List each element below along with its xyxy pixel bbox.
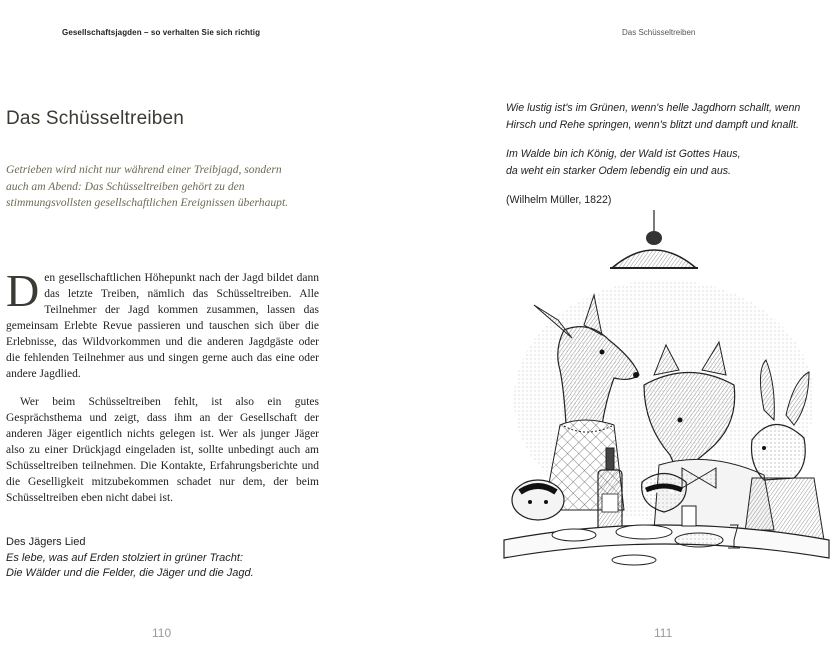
badger-figure bbox=[512, 480, 564, 520]
body-text bbox=[6, 265, 319, 506]
chapter-title: Das Schüsseltreiben bbox=[6, 108, 185, 129]
poem-line-4: da weht ein starker Odem lebendig ein und aus. bbox=[506, 165, 731, 177]
running-header-right: Das Schüsseltreiben bbox=[622, 28, 696, 37]
poem-line-1: Wie lustig ist's im Grünen, wenn's helle Jagdhorn schallt, wenn bbox=[506, 102, 801, 114]
right-page bbox=[420, 0, 840, 672]
song-line-1: Es lebe, was auf Erden stolziert in grüner Tracht: bbox=[6, 551, 244, 564]
body-paragraph-2: Wer beim Schüsseltreiben fehlt, ist also ein gutes Gesprächsthema und zeigt, dass ihm an der Gesellschaft der anderen Jäger eigentlich nichts gelegen ist. Wer als junger Jäger also zu einer Drückjagd eingeladen ist, sollte unbedingt auch am Schüsseltreiben teilnehmen. Die Kontakte, Erfahrungsberichte und die Geselligkeit mitzubekommen schadet nur dem, der beim Schüsseltreiben eben nicht dabei ist. bbox=[6, 396, 319, 504]
song-title: Des Jägers Lied bbox=[6, 536, 86, 548]
poem-stanza-2 bbox=[506, 146, 836, 180]
poem-stanza-1 bbox=[506, 100, 836, 134]
body-paragraph-1-text: en gesellschaftlichen Höhepunkt nach der Jagd bildet dann das letzte Treiben, nämlich das Schüsseltreiben. Alle Teilnehmer der Jagd kommen zusammen, lassen das gemeinsam Erlebte Revue passieren und tauschen sich über die Erlebnisse, das Wildvorkommen und die anderen Jagdgäste oder die fehlenden Teilnehmer aus und singen gerne auch das eine oder andere Jagdlied. bbox=[6, 272, 319, 380]
poem bbox=[506, 100, 836, 209]
running-header-left: Gesellschaftsjagden – so verhalten Sie sich richtig bbox=[62, 28, 261, 37]
song-block bbox=[6, 535, 254, 582]
page-number-right: 111 bbox=[654, 626, 673, 640]
page-number-left: 110 bbox=[152, 626, 172, 640]
poem-line-2: Hirsch und Rehe springen, wenn's blitzt und dampft und knallt. bbox=[506, 119, 799, 131]
lead-paragraph: Getrieben wird nicht nur während einer Treibjagd, sondern auch am Abend: Das Schüsseltreiben gehört zu den stimmungsvollsten gesellschaftlichen Ereignissen überhaupt. bbox=[6, 163, 289, 209]
poem-line-3: Im Walde bin ich König, der Wald ist Gottes Haus, bbox=[506, 148, 741, 160]
poem-source: (Wilhelm Müller, 1822) bbox=[506, 194, 612, 206]
drop-cap: D bbox=[6, 265, 40, 316]
body-paragraph-1 bbox=[6, 265, 319, 382]
hanging-lamp bbox=[610, 210, 698, 268]
animals-at-table-illustration bbox=[494, 210, 834, 585]
song-line-2: Die Wälder und die Felder, die Jäger und die Jagd. bbox=[6, 567, 254, 579]
